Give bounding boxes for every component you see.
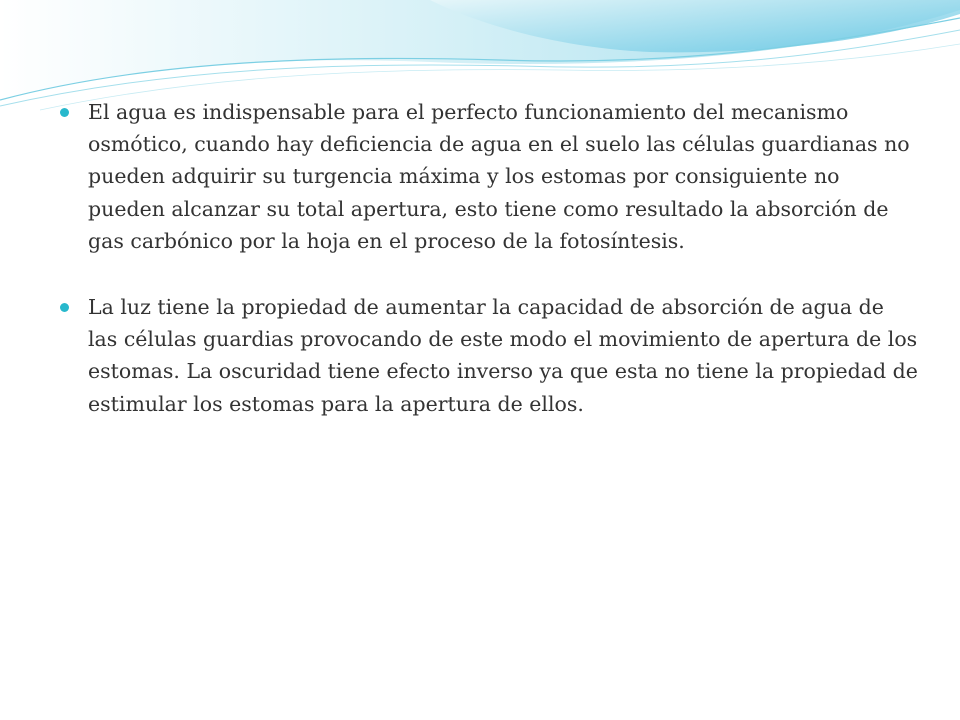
bullet-list bbox=[58, 96, 918, 420]
bullet-dot-icon bbox=[60, 108, 69, 117]
bullet-text: La luz tiene la propiedad de aumentar la capacidad de absorción de agua de las células guardias provocando de este modo el movimiento de apertura de los estomas. La oscuridad tiene efecto inverso ya que esta no tiene la propiedad de estimular los estomas para la apertura de ellos. bbox=[88, 295, 918, 416]
bullet-item bbox=[58, 96, 918, 257]
bullet-text: El agua es indispensable para el perfecto funcionamiento del mecanismo osmótico, cuando hay deficiencia de agua en el suelo las células guardianas no pueden adquirir su turgencia máxima y los estomas por consiguiente no pueden alcanzar su total apertura, esto tiene como resultado la absorción de gas carbónico por la hoja en el proceso de la fotosíntesis. bbox=[88, 100, 910, 253]
bullet-item bbox=[58, 291, 918, 420]
bullet-dot-icon bbox=[60, 303, 69, 312]
